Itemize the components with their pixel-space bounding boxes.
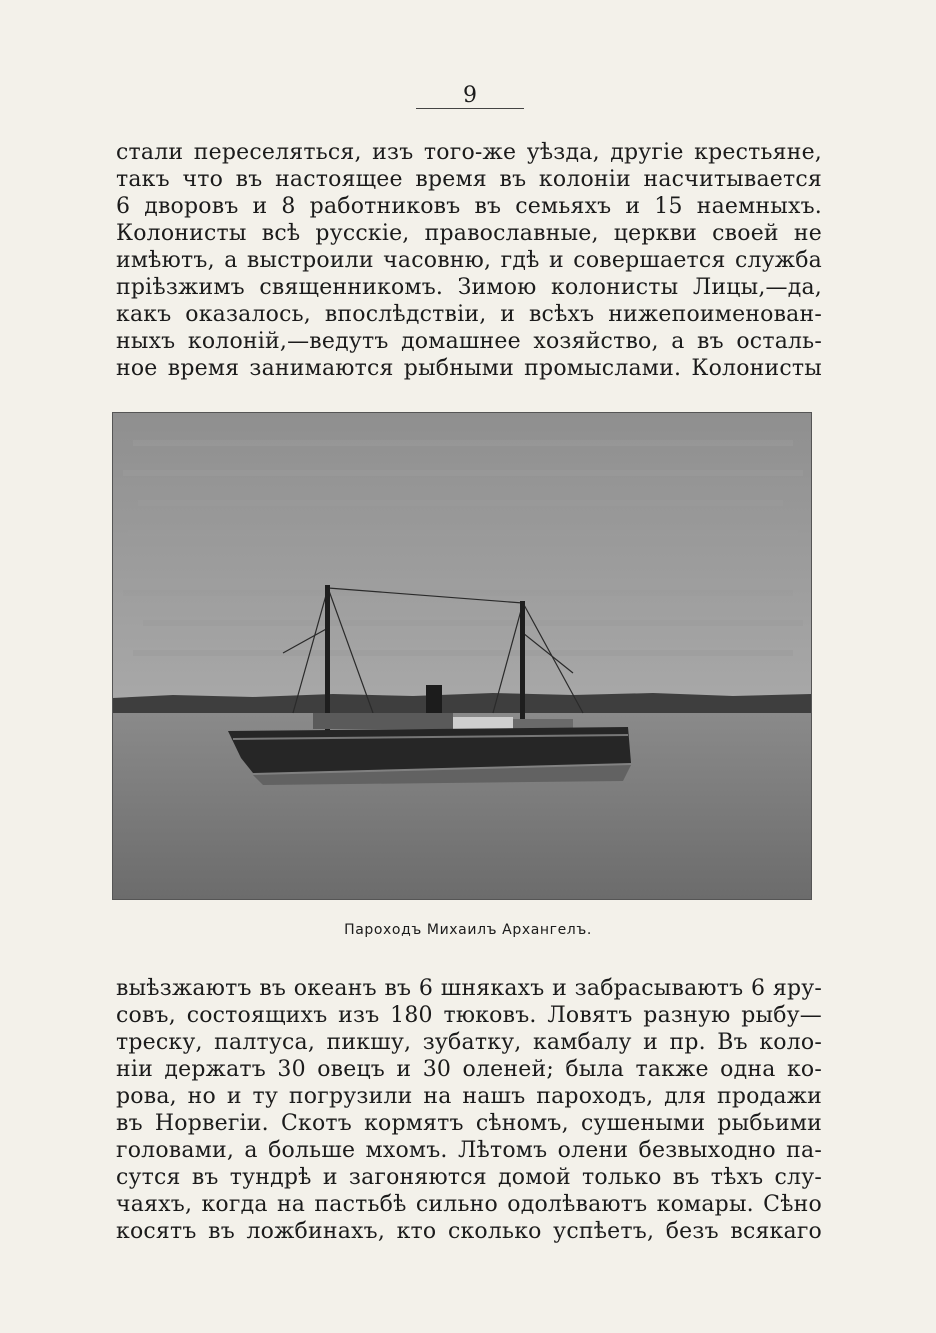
text-line: какъ оказалось, впослѣдствіи, и всѣхъ нижепоименован- bbox=[116, 302, 822, 327]
text-line: чаяхъ, когда на пастьбѣ сильно одолѣваютъ комары. Сѣно bbox=[116, 1192, 822, 1217]
steamship-photo bbox=[112, 412, 812, 900]
text-line: Колонисты всѣ русскіе, православные, церкви своей не bbox=[116, 221, 822, 246]
text-line: головами, а больше мхомъ. Лѣтомъ олени безвыходно па- bbox=[116, 1138, 822, 1163]
text-line: пріѣзжимъ священникомъ. Зимою колонисты Лицы,—да, bbox=[116, 275, 822, 300]
paragraph-bottom bbox=[116, 975, 822, 1245]
page-number-rule bbox=[416, 108, 524, 109]
figure-caption: Пароходъ Михаилъ Архангелъ. bbox=[344, 922, 592, 938]
page-number: 9 bbox=[463, 83, 477, 108]
text-line: ное время занимаются рыбными промыслами. Колонисты bbox=[116, 356, 822, 381]
steamship-illustration bbox=[113, 413, 811, 899]
text-line: совъ, состоящихъ изъ 180 тюковъ. Ловятъ разную рыбу— bbox=[116, 1003, 822, 1028]
paragraph-top bbox=[116, 139, 822, 382]
text-line: ніи держатъ 30 овецъ и 30 оленей; была также одна ко- bbox=[116, 1057, 822, 1082]
text-line: сутся въ тундрѣ и загоняются домой только въ тѣхъ слу- bbox=[116, 1165, 822, 1190]
text-line: треску, палтуса, пикшу, зубатку, камбалу и пр. Въ коло- bbox=[116, 1030, 822, 1055]
text-line: такъ что въ настоящее время въ колоніи насчитывается bbox=[116, 167, 822, 192]
text-line: 6 дворовъ и 8 работниковъ въ семьяхъ и 15 наемныхъ. bbox=[116, 194, 822, 219]
text-line: въ Норвегіи. Скотъ кормятъ сѣномъ, сушеными рыбьими bbox=[116, 1111, 822, 1136]
text-line: имѣютъ, а выстроили часовню, гдѣ и совершается служба bbox=[116, 248, 822, 273]
text-line: рова, но и ту погрузили на нашъ пароходъ, для продажи bbox=[116, 1084, 822, 1109]
text-line: ныхъ колоній,—ведутъ домашнее хозяйство, а въ осталь- bbox=[116, 329, 822, 354]
text-line: стали переселяться, изъ того-же уѣзда, другіе крестьяне, bbox=[116, 140, 822, 165]
text-line: выѣзжаютъ въ океанъ въ 6 шнякахъ и забрасываютъ 6 яру- bbox=[116, 976, 822, 1001]
text-line: косятъ въ ложбинахъ, кто сколько успѣетъ, безъ всякаго bbox=[116, 1219, 822, 1244]
